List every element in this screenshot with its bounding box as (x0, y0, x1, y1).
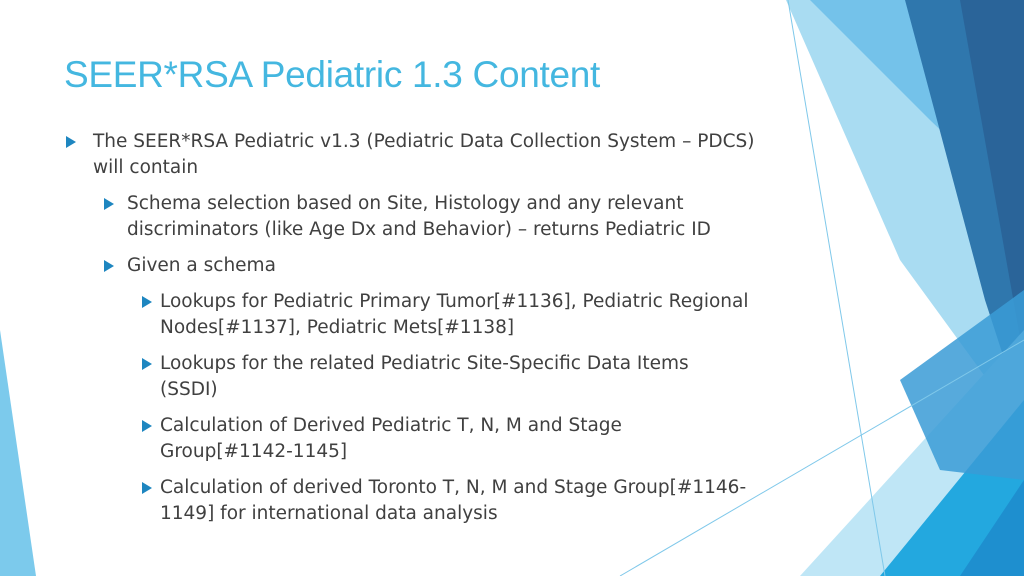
bullet-text: The SEER*RSA Pediatric v1.3 (Pediatric Data Collection System – PDCS) will contain (93, 131, 755, 178)
bullet-arrow-icon (142, 482, 152, 494)
bullet-text: Lookups for Pediatric Primary Tumor[#1136], Pediatric Regional Nodes[#1137], Pediatric Mets[#1138] (160, 291, 749, 338)
slide-title: SEER*RSA Pediatric 1.3 Content (64, 54, 601, 95)
bullet-level1 (93, 129, 783, 181)
left-edge-shape (0, 330, 36, 576)
bullet-arrow-icon (66, 136, 76, 148)
bullet-arrow-icon (142, 420, 152, 432)
bullet-text: Calculation of derived Toronto T, N, M and Stage Group[#1146-1149] for international data analysis (160, 477, 747, 524)
bullet-level2 (127, 253, 757, 279)
bullet-text: Given a schema (127, 255, 276, 276)
bullet-text: Lookups for the related Pediatric Site-Specific Data Items (SSDI) (160, 353, 689, 400)
bullet-arrow-icon (104, 198, 114, 210)
bullet-arrow-icon (142, 296, 152, 308)
bullet-level3 (160, 351, 750, 403)
bullet-level2 (127, 191, 757, 243)
bullet-level3 (160, 289, 800, 341)
bullet-level3 (160, 413, 660, 465)
bullet-arrow-icon (142, 358, 152, 370)
bullet-level3 (160, 475, 770, 527)
bullet-text: Schema selection based on Site, Histology and any relevant discriminators (like Age Dx and Behavior) – returns Pediatric ID (127, 193, 711, 240)
bullet-text: Calculation of Derived Pediatric T, N, M and Stage Group[#1142-1145] (160, 415, 622, 462)
bullet-arrow-icon (104, 260, 114, 272)
